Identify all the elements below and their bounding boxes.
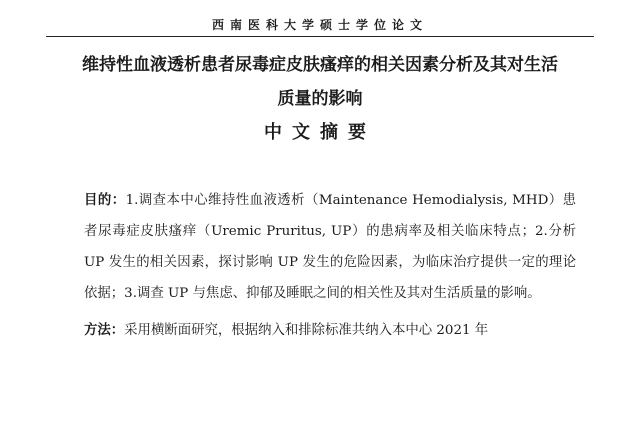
method-label: 方法： (84, 323, 125, 338)
method-text: 采用横断面研究，根据纳入和排除标准共纳入本中心 2021 年 (124, 323, 489, 338)
abstract-heading: 中文摘要 (264, 122, 376, 143)
running-header: 西南医科大学硕士学位论文 (211, 18, 428, 32)
abstract-body (84, 185, 576, 346)
objective-paragraph (84, 185, 576, 309)
objective-label: 目的： (84, 193, 126, 208)
objective-text: 1.调查本中心维持性血液透析（Maintenance Hemodialysis, MHD）患者尿毒症皮肤瘙痒（Uremic Pruritus, UP）的患病率及相关临床特点；2.分析 UP 发生的相关因素，探讨影响 UP 发生的危险因素，为临床治疗提供一定的理论依据；3.调查 UP 与焦虑、抑郁及睡眠之间的相关性及其对生活质量的影响。 (84, 193, 577, 301)
thesis-title-line-2: 质量的影响 (277, 89, 363, 109)
method-paragraph (84, 315, 576, 346)
thesis-title-line-1: 维持性血液透析患者尿毒症皮肤瘙痒的相关因素分析及其对生活 (82, 55, 558, 75)
thesis-title (40, 48, 600, 116)
header-rule (46, 36, 594, 37)
